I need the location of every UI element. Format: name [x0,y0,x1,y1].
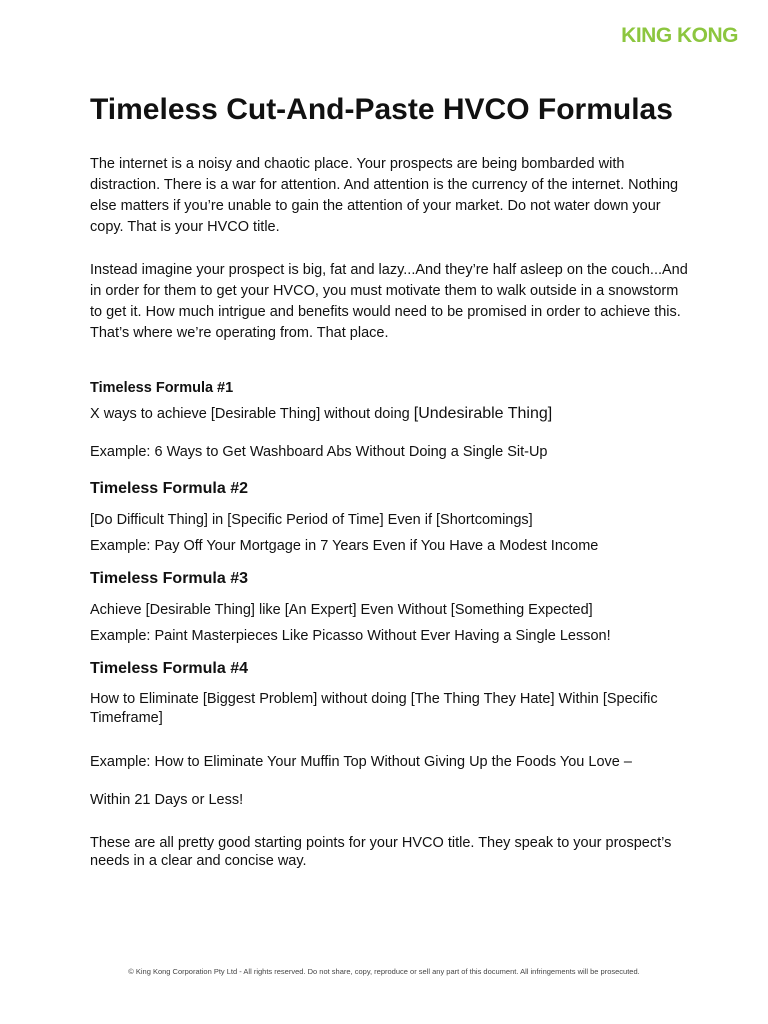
formula-4-heading: Timeless Formula #4 [90,660,248,677]
formula-3-example: Example: Paint Masterpieces Like Picasso Without Ever Having a Single Lesson! [90,628,611,644]
formula-1-text [90,404,690,424]
formula-2-heading: Timeless Formula #2 [90,480,248,497]
formula-2-example: Example: Pay Off Your Mortgage in 7 Years Even if You Have a Modest Income [90,538,599,554]
formula-4-example-line-1: Example: How to Eliminate Your Muffin Top Without Giving Up the Foods You Love – [90,754,632,770]
formula-4-text: How to Eliminate [Biggest Problem] without doing [The Thing They Hate] Within [Specific Timeframe] [90,691,658,726]
intro-paragraph-2: Instead imagine your prospect is big, fat and lazy...And they’re half asleep on the couch...And in order for them to get your HVCO, you must motivate them to walk outside in a snowstorm to get it. How much intrigue and benefits would need to be promised in order to achieve this. That’s where we’re operating from. That place. [90,262,688,341]
intro-paragraph-1: The internet is a noisy and chaotic place. Your prospects are being bombarded with distraction. There is a war for attention. And attention is the currency of the internet. Nothing else matters if you’re unable to gain the attention of your market. Do not water down your copy. That is your HVCO title. [90,156,679,235]
formula-1-example: Example: 6 Ways to Get Washboard Abs Without Doing a Single Sit-Up [90,444,548,460]
formula-1-text-end: [Undesirable Thing] [413,405,553,422]
closing-paragraph: These are all pretty good starting points for your HVCO title. They speak to your prospect’s needs in a clear and concise way. [90,835,672,869]
formula-3-text: Achieve [Desirable Thing] like [An Expert] Even Without [Something Expected] [90,602,593,618]
copyright-footer: © King Kong Corporation Pty Ltd - All rights reserved. Do not share, copy, reproduce or sell any part of this document. All infringements will be prosecuted. [128,967,640,976]
king-kong-logo: KING KONG [621,24,738,47]
formula-3-heading: Timeless Formula #3 [90,570,248,587]
formula-2-text: [Do Difficult Thing] in [Specific Period of Time] Even if [Shortcomings] [90,512,533,528]
page-title: Timeless Cut-And-Paste HVCO Formulas [90,93,673,126]
document-body [90,92,690,892]
formula-1-text-start: X ways to achieve [Desirable Thing] without doing [90,406,414,422]
formula-1-heading: Timeless Formula #1 [90,380,234,396]
formula-4-example-line-2: Within 21 Days or Less! [90,792,244,808]
